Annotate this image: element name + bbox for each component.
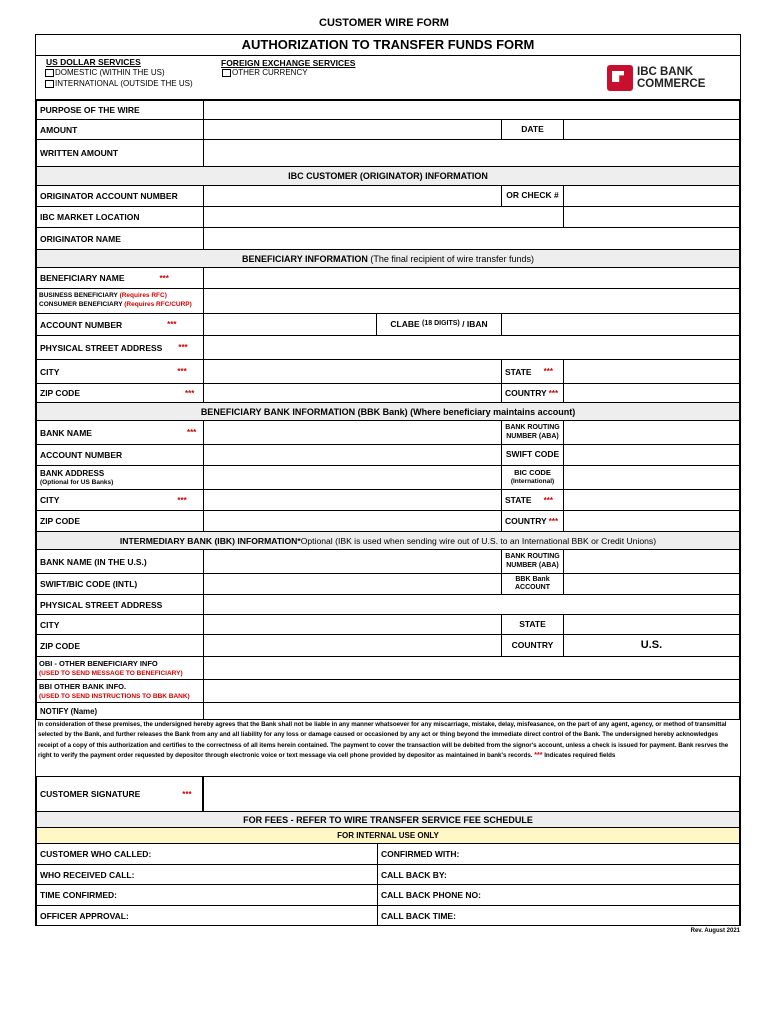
bbk-address-field[interactable] (203, 465, 502, 490)
or-check-label: OR CHECK # (501, 185, 564, 207)
bbk-heading: BENEFICIARY BANK INFORMATION (BBK Bank) (Where beneficiary maintains account) (36, 402, 740, 421)
beneficiary-zip-field[interactable] (203, 383, 502, 403)
main-title: AUTHORIZATION TO TRANSFER FUNDS FORM (241, 37, 535, 52)
time-confirmed[interactable]: TIME CONFIRMED: (36, 884, 378, 906)
beneficiary-zip-label: ZIP CODE *** (36, 383, 204, 403)
bbk-bank-name-label: BANK NAME *** (36, 420, 204, 445)
ibk-street-label: PHYSICAL STREET ADDRESS (36, 594, 204, 615)
bbk-state-field[interactable] (563, 489, 740, 511)
beneficiary-heading: BENEFICIARY INFORMATION (The final recipient of wire transfer funds) (36, 249, 740, 268)
obi-field[interactable] (203, 656, 740, 680)
ibk-swift-label: SWIFT/BIC CODE (INTL) (36, 573, 204, 595)
customer-who-called[interactable]: CUSTOMER WHO CALLED: (36, 843, 378, 865)
bbk-routing-label: BANK ROUTING NUMBER (ABA) (501, 420, 564, 445)
ibk-zip-field[interactable] (203, 634, 502, 657)
us-dollar-heading: US DOLLAR SERVICES (46, 57, 141, 67)
bbk-routing-field[interactable] (563, 420, 740, 445)
beneficiary-account-label: ACCOUNT NUMBER *** (36, 313, 204, 336)
market-location-extra[interactable] (563, 206, 740, 228)
market-location-label: IBC MARKET LOCATION (36, 206, 204, 228)
bbk-account-field[interactable] (203, 444, 502, 466)
ibk-city-label: CITY (36, 614, 204, 635)
bbk-swift-label: SWIFT CODE (501, 444, 564, 466)
bbk-city-label: CITY *** (36, 489, 204, 511)
required-marker: *** (159, 273, 169, 283)
international-option[interactable]: INTERNATIONAL (OUTSIDE THE US) (45, 79, 193, 88)
originator-account-field[interactable] (203, 185, 502, 207)
beneficiary-city-field[interactable] (203, 359, 502, 384)
ibk-swift-field[interactable] (203, 573, 502, 595)
clabe-iban-field[interactable] (501, 313, 740, 336)
beneficiary-name-label: BENEFICIARY NAME *** (36, 267, 204, 289)
ibk-heading: INTERMEDIARY BANK (IBK) INFORMATION* Optional (IBK is used when sending wire out of U.S. to an International BBK or Credit Unions) (36, 531, 740, 550)
amount-label: AMOUNT (36, 119, 204, 140)
beneficiary-state-label: STATE *** (501, 359, 564, 384)
bbk-account-label: ACCOUNT NUMBER (36, 444, 204, 466)
disclaimer-text: In consideration of these premises, the undersigned hereby agrees that the Bank shall not be liable in any manner whatsoever for any miscarriage, mistake, delay, misfeasance, on the part of any agent, agency, or method of transmittal selected by the Bank, and further releases the Bank from any and all liability for any loss or damage caused or occasioned by any act or thing beyond the immediate direct control of the Bank. The undersigned hereby acknowledges receipt of a copy of this authorization and certifies to the correctness of all items herein contained. The payment to cover the transaction will be debited from the signor's account, unless a check is issued for payment. Bank resrves the right to verify the payment order requested by depositor through electronic voice or text message via cell phone provided by depositor as maintained in bank's records. *** Indicates required fields (38, 721, 729, 759)
bbi-field[interactable] (203, 679, 740, 703)
ibk-bank-name-field[interactable] (203, 549, 502, 574)
originator-account-label: ORIGINATOR ACCOUNT NUMBER (36, 185, 204, 207)
bbk-zip-label: ZIP CODE (36, 510, 204, 532)
beneficiary-city-label: CITY *** (36, 359, 204, 384)
bbk-zip-field[interactable] (203, 510, 502, 532)
ibk-zip-label: ZIP CODE (36, 634, 204, 657)
beneficiary-type-label: BUSINESS BENEFICIARY (Requires RFC) CONSUMER BENEFICIARY (Requires RFC/CURP) (36, 288, 204, 314)
ibk-routing-label: BANK ROUTING NUMBER (ABA) (501, 549, 564, 574)
ibk-bbk-account-field[interactable] (563, 573, 740, 595)
bbk-address-label: BANK ADDRESS (Optional for US Banks) (36, 465, 204, 490)
checkbox-icon[interactable] (45, 80, 54, 88)
bank-logo (607, 64, 719, 92)
beneficiary-country-label: COUNTRY *** (501, 383, 564, 403)
who-received-call[interactable]: WHO RECEIVED CALL: (36, 864, 378, 885)
purpose-field[interactable] (203, 100, 740, 120)
foreign-exchange-heading: FOREIGN EXCHANGE SERVICES (221, 58, 356, 68)
beneficiary-name-field[interactable] (203, 267, 740, 289)
ibk-country-value: U.S. (563, 634, 740, 657)
logo-line-1: IBC BANK (637, 66, 694, 78)
ibk-country-label: COUNTRY (501, 634, 564, 657)
date-field[interactable] (563, 119, 740, 140)
call-back-phone[interactable]: CALL BACK PHONE NO: (377, 884, 740, 906)
bbk-country-label: COUNTRY *** (501, 510, 564, 532)
checkbox-icon[interactable] (45, 69, 54, 77)
checkbox-icon[interactable] (222, 69, 231, 77)
ibk-state-field[interactable] (563, 614, 740, 635)
date-label: DATE (501, 119, 564, 140)
clabe-iban-label: CLABE (18 DIGITS) / IBAN (376, 313, 502, 336)
purpose-label: PURPOSE OF THE WIRE (36, 100, 204, 120)
obi-label: OBI - OTHER BENEFICIARY INFO (USED TO SEND MESSAGE TO BENEFICIARY) (36, 656, 204, 680)
beneficiary-type-field[interactable] (203, 288, 740, 314)
internal-use-banner: FOR INTERNAL USE ONLY (36, 827, 740, 844)
other-currency-option[interactable]: OTHER CURRENCY (222, 68, 308, 77)
signature-label: CUSTOMER SIGNATURE *** (36, 776, 203, 812)
bbk-state-label: STATE *** (501, 489, 564, 511)
ibk-bank-name-label: BANK NAME (IN THE U.S.) (36, 549, 204, 574)
bbk-country-field[interactable] (563, 510, 740, 532)
beneficiary-state-field[interactable] (563, 359, 740, 384)
beneficiary-street-label: PHYSICAL STREET ADDRESS *** (36, 335, 204, 360)
originator-name-label: ORIGINATOR NAME (36, 227, 204, 250)
ibk-city-field[interactable] (203, 614, 502, 635)
signature-field[interactable] (202, 776, 740, 812)
bbk-city-field[interactable] (203, 489, 502, 511)
domestic-option[interactable]: DOMESTIC (WITHIN THE US) (45, 68, 165, 77)
notify-field[interactable] (203, 702, 740, 720)
beneficiary-street-field[interactable] (203, 335, 740, 360)
logo-line-2: COMMERCE (637, 78, 706, 90)
bbk-bic-field[interactable] (563, 465, 740, 490)
confirmed-with[interactable]: CONFIRMED WITH: (377, 843, 740, 865)
bbi-label: BBI OTHER BANK INFO. (USED TO SEND INSTRUCTIONS TO BBK BANK) (36, 679, 204, 703)
written-amount-field[interactable] (203, 139, 740, 167)
market-location-field[interactable] (203, 206, 564, 228)
ibk-routing-field[interactable] (563, 549, 740, 574)
revision-note: Rev. August 2021 (690, 928, 740, 934)
check-number-field[interactable] (563, 185, 740, 207)
originator-name-field[interactable] (203, 227, 740, 250)
bbk-bank-name-field[interactable] (203, 420, 502, 445)
ibk-state-label: STATE (501, 614, 564, 635)
amount-field[interactable] (203, 119, 502, 140)
ibc-logo-icon (607, 65, 633, 91)
beneficiary-country-field[interactable] (563, 383, 740, 403)
originator-heading: IBC CUSTOMER (ORIGINATOR) INFORMATION (36, 166, 740, 186)
call-back-time[interactable]: CALL BACK TIME: (377, 905, 740, 926)
call-back-by[interactable]: CALL BACK BY: (377, 864, 740, 885)
form-title: CUSTOMER WIRE FORM (319, 17, 449, 29)
officer-approval[interactable]: OFFICER APPROVAL: (36, 905, 378, 926)
written-amount-label: WRITTEN AMOUNT (36, 139, 204, 167)
ibk-street-field[interactable] (203, 594, 740, 615)
ibk-bbk-account-label: BBK Bank ACCOUNT (501, 573, 564, 595)
bbk-swift-field[interactable] (563, 444, 740, 466)
notify-label: NOTIFY (Name) (36, 702, 204, 720)
fees-heading: FOR FEES - REFER TO WIRE TRANSFER SERVICE FEE SCHEDULE (36, 811, 740, 828)
beneficiary-account-field[interactable] (203, 313, 377, 336)
bbk-bic-label: BIC CODE (International) (501, 465, 564, 490)
